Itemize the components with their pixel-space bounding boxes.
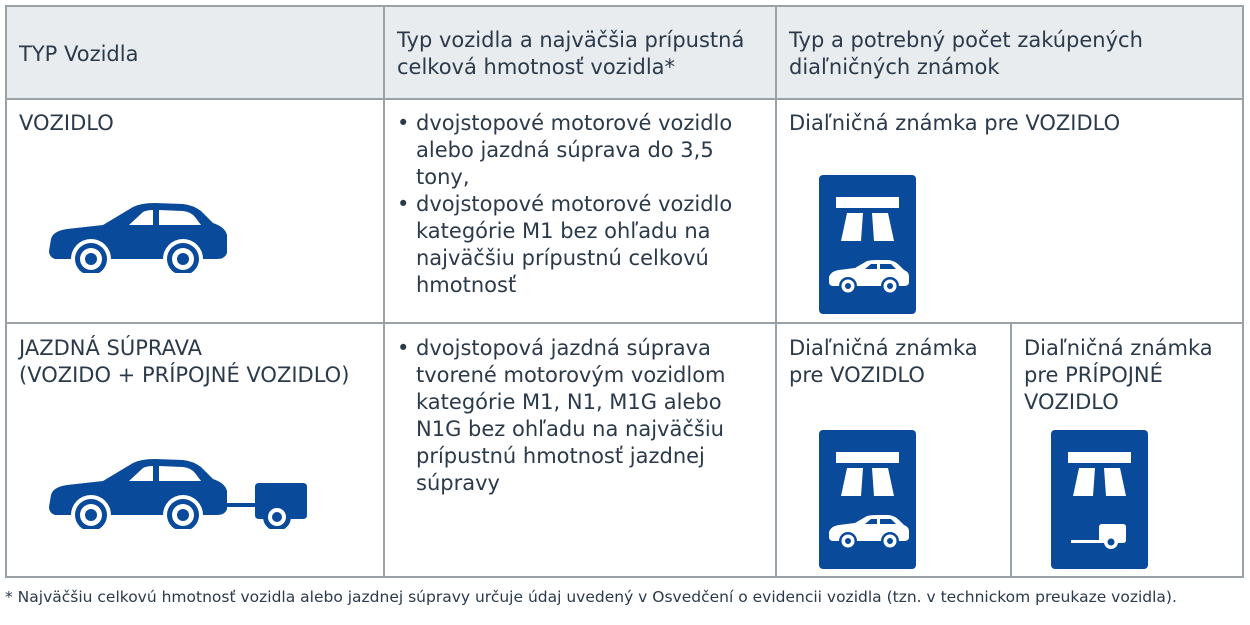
header-weight: [397, 27, 744, 81]
row2-bullet1-line5: prípustnú hmotnosť jazdnej: [416, 444, 705, 468]
row2-criteria: [397, 335, 726, 497]
row1-criteria: [397, 110, 732, 299]
row2-vehicle-label-line1: Diaľničná známka: [789, 336, 978, 360]
header-vehicle-type: TYP Vozidla: [19, 42, 139, 66]
row1-bullet2-line1: • dvojstopové motorové vozidlo: [416, 192, 733, 216]
divider: [7, 98, 1242, 100]
list-item: [397, 110, 732, 191]
row2-trailer-label-line1: Diaľničná známka: [1024, 336, 1213, 360]
motorway-sign-trailer-icon: [1051, 430, 1148, 569]
row2-trailer-label-line2: pre PRÍPOJNÉ: [1024, 363, 1163, 387]
vignette-table: [5, 5, 1244, 578]
row2-trailer-label-line3: VOZIDLO: [1024, 390, 1119, 414]
row1-bullet1-line1: • dvojstopové motorové vozidlo: [416, 111, 733, 135]
row1-bullet2-line2: kategórie M1 bez ohľadu na: [416, 219, 711, 243]
header-vignettes-line2: diaľničných známok: [789, 55, 1000, 79]
header-weight-line1: Typ vozidla a najväčšia prípustná: [397, 28, 745, 52]
divider: [383, 7, 385, 576]
row2-vignette-vehicle-label: [789, 335, 978, 389]
row1-vignette-label: Diaľničná známka pre VOZIDLO: [789, 111, 1121, 135]
motorway-sign-car-icon: [819, 430, 916, 569]
row2-type-line1: JAZDNÁ SÚPRAVA: [19, 336, 203, 360]
footnote: * Najväčšiu celkovú hmotnosť vozidla alebo jazdnej súpravy určuje údaj uvedený v Osvedčení o evidencii vozidla (tzn. v technickom preukaze vozidla).: [5, 588, 1177, 606]
row1-type: VOZIDLO: [19, 111, 114, 135]
motorway-sign-car-icon: [819, 175, 916, 314]
divider: [7, 322, 1242, 324]
header-weight-line2: celková hmotnosť vozidla*: [397, 55, 676, 79]
row1-bullet1-line3: tony,: [416, 165, 470, 189]
row2-vignette-trailer-label: [1024, 335, 1213, 416]
row2-bullet1-line4: N1G bez ohľadu na najväčšiu: [416, 417, 724, 441]
car-icon: [45, 201, 229, 273]
header-vignettes-line1: Typ a potrebný počet zakúpených: [789, 28, 1143, 52]
list-item: [397, 335, 726, 497]
divider: [775, 7, 777, 576]
row2-bullet1-line6: súpravy: [416, 471, 500, 495]
row1-bullet2-line4: hmotnosť: [416, 273, 517, 297]
row2-bullet1-line1: • dvojstopová jazdná súprava: [416, 336, 711, 360]
row2-bullet1-line3: kategórie M1, N1, M1G alebo: [416, 390, 722, 414]
row2-vehicle-label-line2: pre VOZIDLO: [789, 363, 925, 387]
row2-type: [19, 335, 349, 389]
car-with-trailer-icon: [45, 457, 307, 529]
row2-type-line2: (VOZIDO + PRÍPOJNÉ VOZIDLO): [19, 363, 350, 387]
list-item: [397, 191, 732, 299]
row2-bullet1-line2: tvorené motorovým vozidlom: [416, 363, 726, 387]
row1-bullet1-line2: alebo jazdná súprava do 3,5: [416, 138, 714, 162]
header-vignettes: [789, 27, 1143, 81]
divider: [1010, 324, 1012, 576]
row1-bullet2-line3: najväčšiu prípustnú celkovú: [416, 246, 709, 270]
